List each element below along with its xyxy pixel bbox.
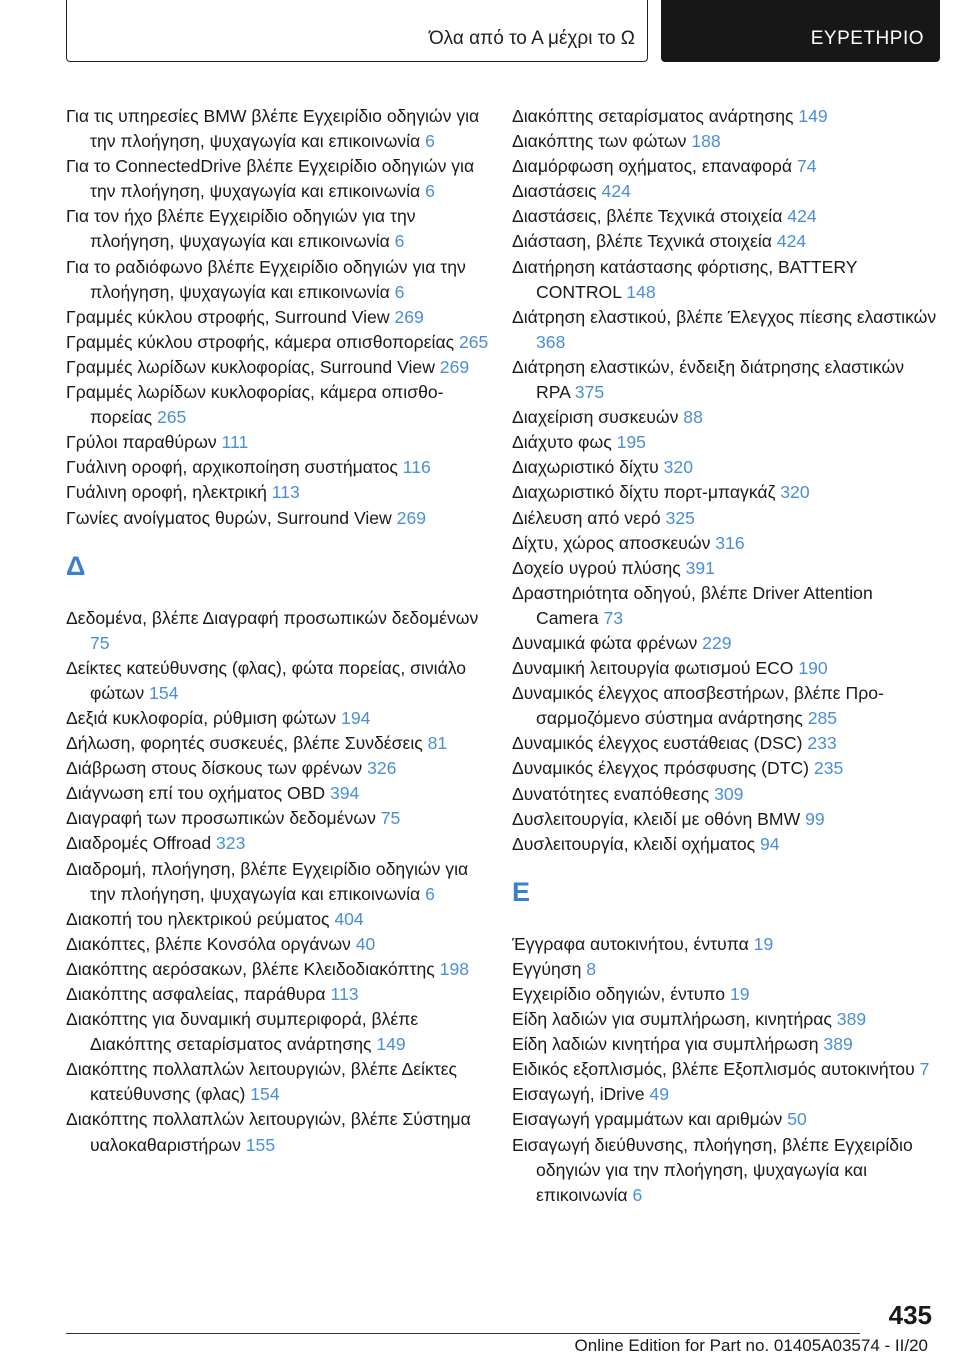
index-entry	[512, 229, 940, 254]
index-entry-text: Διαδρομές Offroad	[66, 833, 212, 854]
page-reference-link[interactable]: 194	[341, 707, 371, 728]
index-entry	[512, 731, 940, 756]
index-entry	[512, 631, 940, 656]
index-entry	[66, 656, 494, 706]
index-entry-text: Γραμμές λωρίδων κυκλοφορίας, κάμερα οπισθοπορείας	[66, 382, 444, 428]
index-entry-text: Διατήρηση κατάστασης φόρτισης, BATTERY CONTROL	[512, 256, 858, 302]
page-reference-link[interactable]: 81	[427, 733, 448, 754]
page-reference-link[interactable]: 285	[807, 708, 838, 729]
index-entry	[512, 581, 940, 631]
index-entry-text: Διάσταση, βλέπε Τεχνικά στοιχεία	[512, 231, 772, 252]
index-entry-text: Γραμμές κύκλου στροφής, κάμερα οπισθοπορείας	[66, 331, 455, 352]
index-entry-text: Διακόπτες, βλέπε Κονσόλα οργάνων	[66, 933, 351, 954]
index-entry-text: Διαχωριστικό δίχτυ πορτ-μπαγκάζ	[512, 482, 776, 503]
page-reference-link[interactable]: 424	[787, 206, 817, 227]
page-reference-link[interactable]: 94	[759, 833, 780, 854]
index-entry-text: Διάτρηση ελαστικού, βλέπε Έλεγχος πίεσης ελαστικών	[512, 306, 937, 327]
index-entry	[512, 1107, 940, 1132]
page-reference-link[interactable]: 368	[536, 331, 566, 352]
page-reference-link[interactable]: 198	[439, 958, 470, 979]
footer-divider	[66, 1333, 860, 1334]
page-reference-link[interactable]: 99	[805, 808, 825, 829]
index-entry	[512, 355, 940, 405]
index-entry-text: Διάχυτο φως	[512, 432, 612, 453]
index-entry	[512, 154, 940, 179]
tab-a-to-z[interactable]	[66, 0, 648, 62]
page-reference-link[interactable]: 148	[626, 281, 656, 302]
index-entry-text: Δυναμική λειτουργία φωτισμού ECO	[512, 658, 794, 679]
page-reference-link[interactable]: 75	[90, 632, 110, 653]
index-entry	[66, 255, 494, 305]
index-entry	[512, 305, 940, 355]
index-entry-text: Διάτρηση ελαστικών, ένδειξη διάτρησης ελαστικών RPA	[512, 356, 905, 403]
page-number: 435	[888, 1300, 932, 1330]
index-entry-text: Δεξιά κυκλοφορία, ρύθμιση φώτων	[66, 707, 337, 728]
page-reference-link[interactable]: 269	[396, 507, 427, 528]
index-entry-text: Δυναμικός έλεγχος ευστάθειας (DSC)	[512, 733, 803, 754]
index-entry-text: Δοχείο υγρού πλύσης	[512, 557, 681, 578]
index-entry	[512, 832, 940, 857]
index-entry-text: Έγγραφα αυτοκινήτου, έντυπα	[512, 933, 749, 954]
index-entry-text: Δυναμικός έλεγχος αποσβεστήρων, βλέπε Προσαρμοζόμενο σύστημα ανάρτησης	[512, 683, 884, 729]
index-entry-text: Είδη λαδιών για συμπλήρωση, κινητήρας	[512, 1009, 832, 1030]
index-entry-text: Για τον ήχο βλέπε Εγχειρίδιο οδηγιών για την πλοήγηση, ψυχαγωγία και επικοινωνία	[66, 206, 416, 252]
index-entry	[512, 1057, 940, 1082]
page-reference-link[interactable]: 188	[691, 131, 721, 152]
page-reference-link[interactable]: 229	[702, 632, 732, 653]
page-reference-link[interactable]: 149	[376, 1034, 406, 1055]
index-entry	[512, 480, 940, 505]
index-entry	[66, 606, 494, 656]
index-entry-text: Δήλωση, φορητές συσκευές, βλέπε Συνδέσεις	[66, 733, 423, 754]
index-entry-text: Γραμμές λωρίδων κυκλοφορίας, Surround View	[66, 356, 435, 377]
index-entry-text: Εγγύηση	[512, 958, 582, 979]
index-entry	[66, 781, 494, 806]
index-entry	[66, 204, 494, 254]
index-entry	[66, 957, 494, 982]
index-entry-text: Ειδικός εξοπλισμός, βλέπε Εξοπλισμός αυτοκινήτου	[512, 1059, 915, 1080]
index-entry	[512, 656, 940, 681]
page-reference-link[interactable]: 235	[813, 758, 844, 779]
index-column-left	[66, 104, 494, 1158]
page-reference-link[interactable]: 265	[156, 407, 187, 428]
index-entry	[66, 756, 494, 781]
index-entry-text: Για τις υπηρεσίες BMW βλέπε Εγχειρίδιο οδηγιών για την πλοήγηση, ψυχαγωγία και επικοινωνία	[66, 106, 480, 152]
page-reference-link[interactable]: 326	[367, 758, 397, 779]
page-reference-link[interactable]: 6	[425, 131, 435, 152]
index-entry	[66, 932, 494, 957]
index-entry	[512, 1007, 940, 1032]
page-reference-link[interactable]: 113	[330, 984, 359, 1004]
page-reference-link[interactable]: 320	[780, 482, 810, 503]
index-entry	[66, 154, 494, 204]
page-reference-link[interactable]: 40	[355, 933, 376, 954]
index-entry	[66, 982, 494, 1007]
index-entry	[66, 430, 494, 455]
page-reference-link[interactable]: 6	[425, 181, 435, 202]
page-reference-link[interactable]: 320	[663, 457, 693, 478]
index-entry	[512, 405, 940, 430]
index-entry-text: Δίχτυ, χώρος αποσκευών	[512, 532, 711, 553]
index-entry	[512, 255, 940, 305]
index-entry	[512, 932, 940, 957]
page-reference-link[interactable]: 389	[836, 1009, 867, 1030]
index-entry-text: Για το ConnectedDrive βλέπε Εγχειρίδιο οδηγιών για την πλοήγηση, ψυχαγωγία και επικοινωνία	[66, 156, 475, 202]
index-entry	[66, 104, 494, 154]
index-column-right	[512, 104, 940, 1208]
page-reference-link[interactable]: 190	[798, 658, 828, 679]
index-entry	[66, 1007, 494, 1057]
page-reference-link[interactable]: 424	[776, 231, 807, 252]
index-entry-text: Δυναμικά φώτα φρένων	[512, 632, 698, 653]
index-entry	[512, 756, 940, 781]
index-entry	[512, 430, 940, 455]
tab-index[interactable]	[661, 0, 940, 62]
page-reference-link[interactable]: 149	[798, 106, 828, 126]
index-entry	[512, 1032, 940, 1057]
page-reference-link[interactable]: 88	[683, 407, 703, 428]
index-entry-text: Διέλευση από νερό	[512, 507, 661, 528]
page-reference-link[interactable]: 49	[649, 1084, 669, 1105]
index-entry	[66, 731, 494, 756]
index-entry-text: Γραμμές κύκλου στροφής, Surround View	[66, 306, 390, 327]
index-entry	[512, 1082, 940, 1107]
page-reference-link[interactable]: 8	[586, 958, 597, 979]
page-reference-link[interactable]: 404	[334, 908, 364, 929]
index-entry	[512, 782, 940, 807]
index-entry-text: Γυάλινη οροφή, αρχικοποίηση συστήματος	[66, 457, 398, 478]
page-reference-link[interactable]: 113	[271, 482, 300, 503]
index-entry-text: Είδη λαδιών κινητήρα για συμπλήρωση	[512, 1034, 819, 1055]
index-entry	[512, 957, 940, 982]
page-reference-link[interactable]: 195	[616, 432, 646, 453]
index-entry	[66, 806, 494, 831]
index-entry	[66, 305, 494, 330]
page-reference-link[interactable]: 389	[823, 1034, 853, 1055]
index-entry-text: Διαστάσεις, βλέπε Τεχνικά στοιχεία	[512, 206, 783, 227]
index-entry	[66, 380, 494, 430]
index-entry-text: Γωνίες ανοίγματος θυρών, Surround View	[66, 507, 392, 528]
index-entry-text: Δυσλειτουργία, κλειδί με οθόνη BMW	[512, 808, 801, 829]
page-reference-link[interactable]: 391	[685, 557, 715, 578]
page-reference-link[interactable]: 74	[796, 156, 817, 177]
index-entry-text: Εισαγωγή γραμμάτων και αριθμών	[512, 1109, 783, 1130]
index-entry-text: Διαχωριστικό δίχτυ	[512, 457, 659, 478]
edition-footer: Online Edition for Part no. 01405A03574 - II/20	[574, 1336, 928, 1355]
index-entry	[512, 556, 940, 581]
tab-index-label: ΕΥΡΕΤΗΡΙΟ	[810, 28, 924, 49]
index-entry-text: Εισαγωγή διεύθυνσης, πλοήγηση, βλέπε Εγχειρίδιο οδηγιών για την πλοήγηση, ψυχαγωγία και επικοινωνία	[512, 1134, 913, 1205]
index-entry	[66, 1057, 494, 1107]
page-reference-link[interactable]: 265	[458, 331, 489, 352]
index-entry	[512, 204, 940, 229]
index-entry	[512, 1133, 940, 1208]
index-entry-text: Διαδρομή, πλοήγηση, βλέπε Εγχειρίδιο οδηγιών για την πλοήγηση, ψυχαγωγία και επικοινωνία	[66, 858, 469, 904]
page-reference-link[interactable]: 6	[425, 883, 435, 904]
index-entry-text: Γρύλοι παραθύρων	[66, 432, 217, 453]
page-reference-link[interactable]: 155	[245, 1134, 276, 1155]
index-entry	[66, 857, 494, 907]
index-entry-text: Διακόπτης πολλαπλών λειτουργιών, βλέπε Δείκτες κατεύθυνσης (φλας)	[66, 1059, 458, 1105]
index-entry-text: Δραστηριότητα οδηγού, βλέπε Driver Attention Camera	[512, 582, 873, 628]
page-reference-link[interactable]: 154	[149, 682, 179, 703]
index-entry-text: Διακόπτης πολλαπλών λειτουργιών, βλέπε Σύστημα υαλοκαθαριστήρων	[66, 1109, 471, 1155]
header-bar	[66, 0, 940, 64]
index-entry	[512, 982, 940, 1007]
index-entry-text: Διαμόρφωση οχήματος, επαναφορά	[512, 156, 793, 177]
page-reference-link[interactable]: 269	[394, 306, 424, 327]
page-reference-link[interactable]: 154	[250, 1084, 280, 1105]
page-reference-link[interactable]: 19	[753, 933, 774, 954]
index-entry	[66, 1107, 494, 1157]
index-entry	[66, 907, 494, 932]
index-entry-text: Δείκτες κατεύθυνσης (φλας), φώτα πορείας, σινιάλο φώτων	[66, 657, 467, 703]
page-reference-link[interactable]: 269	[439, 356, 470, 377]
index-entry	[512, 129, 940, 154]
page-reference-link[interactable]: 309	[714, 783, 744, 804]
index-entry-text: Διακοπή του ηλεκτρικού ρεύματος	[66, 908, 330, 929]
page-reference-link[interactable]: 116	[402, 457, 431, 478]
page-reference-link[interactable]: 6	[394, 281, 405, 302]
index-entry-text: Δεδομένα, βλέπε Διαγραφή προσωπικών δεδομένων	[66, 607, 479, 628]
tab-a-to-z-label: Όλα από το Α μέχρι το Ω	[428, 28, 635, 49]
index-entry-text: Δυσλειτουργία, κλειδί οχήματος	[512, 833, 756, 854]
index-entry	[66, 506, 494, 531]
index-entry	[512, 531, 940, 556]
page-reference-link[interactable]: 325	[665, 507, 695, 528]
page-reference-link[interactable]: 424	[601, 181, 631, 202]
index-entry-text: Διαγραφή των προσωπικών δεδομένων	[66, 808, 376, 829]
index-entry-text: Για το ραδιόφωνο βλέπε Εγχειρίδιο οδηγιών για την πλοήγηση, ψυχαγωγία και επικοινωνία	[66, 256, 466, 302]
page-reference-link[interactable]: 7	[919, 1059, 930, 1080]
index-entry-text: Διακόπτης ασφαλείας, παράθυρα	[66, 984, 326, 1004]
page-reference-link[interactable]: 375	[574, 382, 605, 403]
index-entry	[512, 807, 940, 832]
index-entry	[66, 706, 494, 731]
index-entry-text: Διακόπτης για δυναμική συμπεριφορά, βλέπε Διακόπτης σεταρίσματος ανάρτησης	[66, 1009, 419, 1055]
index-entry	[66, 480, 494, 505]
page-reference-link[interactable]: 19	[729, 984, 750, 1004]
index-entry	[66, 355, 494, 380]
index-entry-text: Διακόπτης των φώτων	[512, 131, 687, 152]
section-heading: Δ	[66, 550, 86, 581]
page-reference-link[interactable]: 50	[787, 1109, 807, 1130]
index-entry	[512, 104, 940, 129]
index-entry-text: Διαχείριση συσκευών	[512, 407, 679, 428]
index-entry	[66, 330, 494, 355]
index-entry-text: Διαστάσεις	[512, 181, 597, 202]
page-reference-link[interactable]: 394	[329, 783, 360, 804]
index-entry-text: Δυνατότητες εναπόθεσης	[512, 783, 710, 804]
index-entry-text: Διακόπτης σεταρίσματος ανάρτησης	[512, 106, 794, 126]
index-entry	[512, 681, 940, 731]
index-entry	[66, 455, 494, 480]
page-reference-link[interactable]: 75	[380, 808, 401, 829]
page-reference-link[interactable]: 6	[394, 231, 405, 252]
index-entry-text: Δυναμικός έλεγχος πρόσφυσης (DTC)	[512, 758, 810, 779]
index-entry-text: Εγχειρίδιο οδηγιών, έντυπο	[512, 984, 726, 1004]
index-entry-text: Διάβρωση στους δίσκους των φρένων	[66, 758, 363, 779]
index-entry-text: Διακόπτης αερόσακων, βλέπε Κλειδοδιακόπτης	[66, 958, 435, 979]
page-reference-link[interactable]: 6	[632, 1184, 643, 1205]
index-entry-text: Διάγνωση επί του οχήματος OBD	[66, 783, 326, 804]
index-entry	[512, 455, 940, 480]
index-entry	[512, 179, 940, 204]
page-reference-link[interactable]: 323	[216, 833, 246, 854]
page-reference-link[interactable]: 111	[221, 432, 249, 453]
index-entry-text: Γυάλινη οροφή, ηλεκτρική	[66, 482, 267, 503]
page-reference-link[interactable]: 73	[603, 607, 624, 628]
index-entry-text: Εισαγωγή, iDrive	[512, 1084, 645, 1105]
page-reference-link[interactable]: 316	[715, 532, 745, 553]
page-reference-link[interactable]: 233	[807, 733, 837, 754]
index-entry	[512, 506, 940, 531]
index-entry	[66, 831, 494, 856]
section-heading: Ε	[512, 876, 531, 907]
